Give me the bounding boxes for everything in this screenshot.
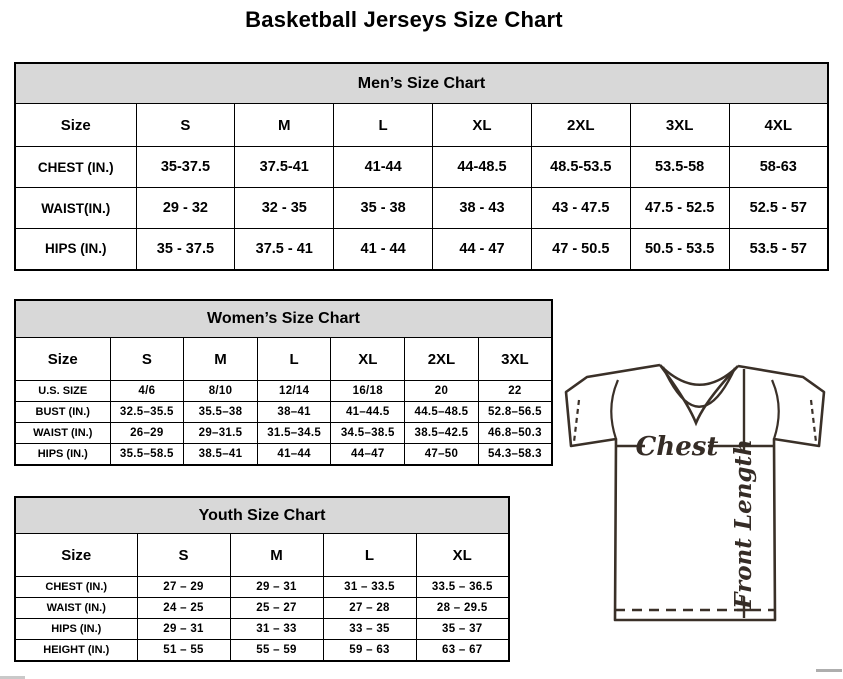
table-row (15, 444, 552, 465)
table-row (15, 423, 552, 444)
table-row (15, 229, 828, 270)
measurement-cell: 31 – 33.5 (323, 577, 416, 598)
table-row (15, 402, 552, 423)
measurement-cell: 50.5 - 53.5 (630, 229, 729, 270)
measurement-cell: 41–44.5 (331, 402, 405, 423)
size-col-header: 2XL (531, 104, 630, 147)
youth-table-title: Youth Size Chart (15, 497, 509, 534)
size-col-header: 3XL (478, 338, 552, 381)
size-col-header: 2XL (405, 338, 479, 381)
table-row (15, 598, 509, 619)
measurement-cell: 53.5 - 57 (729, 229, 828, 270)
measurement-cell: 41-44 (334, 147, 433, 188)
horizontal-scrollbar-fragment-right[interactable] (816, 669, 842, 672)
size-col-header: XL (416, 534, 509, 577)
chest-label: Chest (635, 432, 719, 462)
measurement-cell: 22 (478, 381, 552, 402)
womens-table-title: Women’s Size Chart (15, 300, 552, 338)
row-label: HEIGHT (IN.) (15, 640, 137, 661)
measurement-cell: 44 - 47 (433, 229, 532, 270)
size-header-cell: Size (15, 534, 137, 577)
measurement-cell: 37.5 - 41 (235, 229, 334, 270)
table-row (15, 619, 509, 640)
row-label: CHEST (IN.) (15, 147, 136, 188)
right-armhole-seam (772, 380, 779, 439)
right-sleeve-stitch-line (811, 400, 816, 442)
measurement-cell: 35 – 37 (416, 619, 509, 640)
measurement-cell: 41 - 44 (334, 229, 433, 270)
measurement-cell: 29 – 31 (230, 577, 323, 598)
table-row (15, 381, 552, 402)
table-row (15, 188, 828, 229)
measurement-cell: 47–50 (405, 444, 479, 465)
measurement-cell: 51 – 55 (137, 640, 230, 661)
measurement-cell: 44-48.5 (433, 147, 532, 188)
size-header-cell: Size (15, 338, 110, 381)
measurement-cell: 48.5-53.5 (531, 147, 630, 188)
measurement-cell: 25 – 27 (230, 598, 323, 619)
left-armhole-seam (611, 380, 618, 439)
measurement-cell: 38.5–42.5 (405, 423, 479, 444)
measurement-cell: 27 – 29 (137, 577, 230, 598)
row-label: HIPS (IN.) (15, 619, 137, 640)
measurement-cell: 63 – 67 (416, 640, 509, 661)
size-header-row (15, 104, 828, 147)
size-header-cell: Size (15, 104, 136, 147)
measurement-cell: 27 – 28 (323, 598, 416, 619)
mens-size-chart-table (14, 62, 829, 271)
measurement-cell: 24 – 25 (137, 598, 230, 619)
measurement-cell: 35-37.5 (136, 147, 235, 188)
measurement-cell: 35.5–58.5 (110, 444, 184, 465)
measurement-cell: 29–31.5 (184, 423, 258, 444)
row-label: WAIST (IN.) (15, 423, 110, 444)
measurement-cell: 16/18 (331, 381, 405, 402)
measurement-cell: 38.5–41 (184, 444, 258, 465)
measurement-cell: 33.5 – 36.5 (416, 577, 509, 598)
row-label: BUST (IN.) (15, 402, 110, 423)
measurement-cell: 34.5–38.5 (331, 423, 405, 444)
size-col-header: L (323, 534, 416, 577)
size-col-header: XL (331, 338, 405, 381)
table-row (15, 640, 509, 661)
front-length-label: Front Length (730, 439, 757, 609)
measurement-cell: 53.5-58 (630, 147, 729, 188)
measurement-cell: 26–29 (110, 423, 184, 444)
measurement-cell: 41–44 (257, 444, 331, 465)
table-row (15, 577, 509, 598)
measurement-cell: 29 - 32 (136, 188, 235, 229)
size-col-header: S (137, 534, 230, 577)
table-title-row (15, 300, 552, 338)
measurement-cell: 29 – 31 (137, 619, 230, 640)
measurement-cell: 32 - 35 (235, 188, 334, 229)
measurement-cell: 20 (405, 381, 479, 402)
size-col-header: M (235, 104, 334, 147)
measurement-cell: 52.8–56.5 (478, 402, 552, 423)
measurement-cell: 59 – 63 (323, 640, 416, 661)
measurement-cell: 47 - 50.5 (531, 229, 630, 270)
measurement-cell: 28 – 29.5 (416, 598, 509, 619)
measurement-cell: 47.5 - 52.5 (630, 188, 729, 229)
size-col-header: 3XL (630, 104, 729, 147)
jersey-outline (566, 365, 824, 620)
measurement-cell: 4/6 (110, 381, 184, 402)
table-title-row (15, 497, 509, 534)
measurement-cell: 37.5-41 (235, 147, 334, 188)
left-sleeve-stitch-line (574, 400, 579, 442)
size-col-header: L (257, 338, 331, 381)
size-col-header: S (110, 338, 184, 381)
measurement-cell: 35.5–38 (184, 402, 258, 423)
mens-table-title: Men’s Size Chart (15, 63, 828, 104)
row-label: U.S. SIZE (15, 381, 110, 402)
measurement-cell: 38 - 43 (433, 188, 532, 229)
measurement-cell: 43 - 47.5 (531, 188, 630, 229)
measurement-cell: 35 - 38 (334, 188, 433, 229)
collar-rib-inner (663, 367, 735, 407)
measurement-cell: 58-63 (729, 147, 828, 188)
size-col-header: XL (433, 104, 532, 147)
size-col-header: M (230, 534, 323, 577)
jersey-diagram (557, 356, 843, 628)
row-label: HIPS (IN.) (15, 444, 110, 465)
measurement-cell: 54.3–58.3 (478, 444, 552, 465)
youth-size-chart-table (14, 496, 510, 662)
size-col-header: S (136, 104, 235, 147)
measurement-cell: 55 – 59 (230, 640, 323, 661)
measurement-cell: 32.5–35.5 (110, 402, 184, 423)
size-col-header: 4XL (729, 104, 828, 147)
table-row (15, 147, 828, 188)
measurement-cell: 44.5–48.5 (405, 402, 479, 423)
size-col-header: L (334, 104, 433, 147)
page-title: Basketball Jerseys Size Chart (245, 7, 563, 32)
measurement-cell: 52.5 - 57 (729, 188, 828, 229)
womens-size-chart-table (14, 299, 553, 466)
row-label: WAIST(IN.) (15, 188, 136, 229)
measurement-cell: 44–47 (331, 444, 405, 465)
measurement-cell: 33 – 35 (323, 619, 416, 640)
table-title-row (15, 63, 828, 104)
row-label: HIPS (IN.) (15, 229, 136, 270)
size-header-row (15, 338, 552, 381)
measurement-cell: 46.8–50.3 (478, 423, 552, 444)
row-label: CHEST (IN.) (15, 577, 137, 598)
measurement-cell: 31 – 33 (230, 619, 323, 640)
row-label: WAIST (IN.) (15, 598, 137, 619)
size-header-row (15, 534, 509, 577)
measurement-cell: 38–41 (257, 402, 331, 423)
size-col-header: M (184, 338, 258, 381)
measurement-cell: 35 - 37.5 (136, 229, 235, 270)
measurement-cell: 31.5–34.5 (257, 423, 331, 444)
measurement-cell: 8/10 (184, 381, 258, 402)
measurement-cell: 12/14 (257, 381, 331, 402)
